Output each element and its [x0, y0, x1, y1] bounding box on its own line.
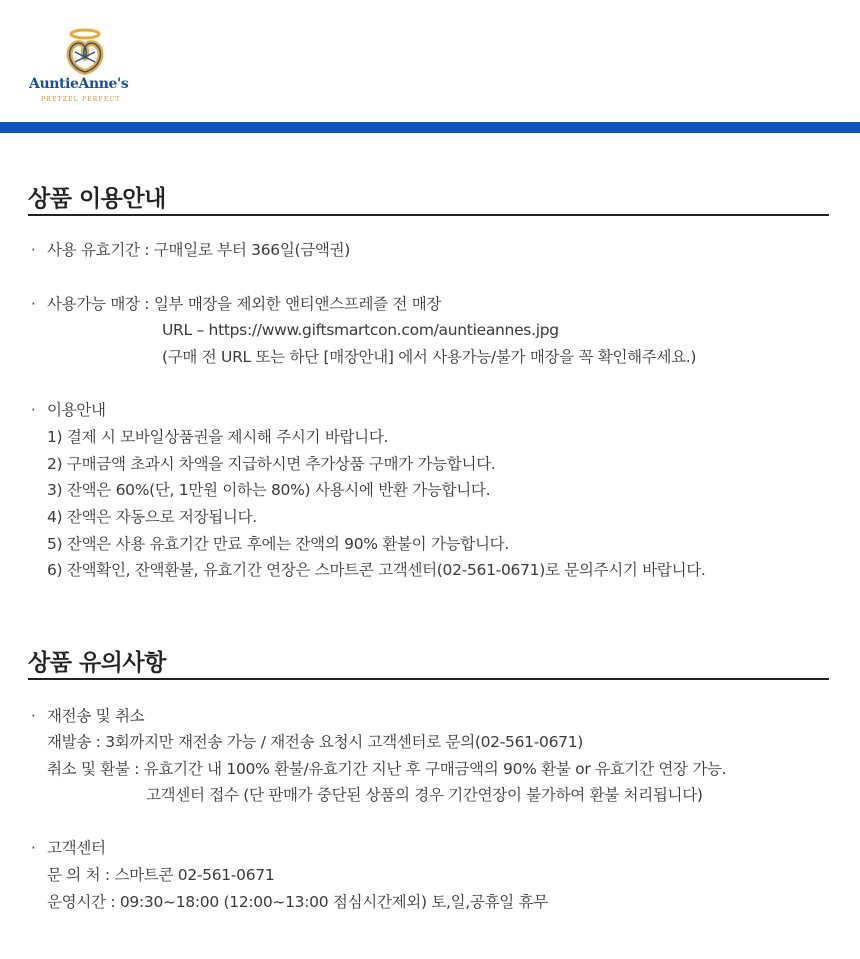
refund-note: 고객센터 접수 (단 판매가 중단된 상품의 경우 기간연장이 불가하여 환불 처리됩니다) — [146, 786, 703, 804]
brand-wordmark: AuntieAnne's — [29, 76, 129, 92]
accent-bar — [0, 122, 860, 133]
guide-item: 5) 잔액은 사용 유효기간 만료 후에는 잔액의 90% 환불이 가능합니다. — [47, 535, 509, 553]
pretzel-halo-icon — [29, 28, 147, 78]
usage-section-title: 상품 이용안내 — [28, 186, 166, 212]
cs-hours: 운영시간 : 09:30~18:00 (12:00~13:00 점심시간제외) 토,일,공휴일 휴무 — [47, 893, 548, 911]
stores-url: URL – https://www.giftsmartcon.com/auntieannes.jpg — [162, 321, 559, 339]
bullet-validity: · — [31, 241, 36, 259]
cs-title: 고객센터 — [47, 839, 106, 857]
validity-text: 사용 유효기간 : 구매일로 부터 366일(금액권) — [47, 241, 351, 259]
notice-divider — [28, 678, 829, 680]
bullet-guide: · — [31, 401, 36, 419]
cs-contact: 문 의 처 : 스마트콘 02-561-0671 — [47, 866, 275, 884]
header — [0, 0, 860, 122]
guide-item: 3) 잔액은 60%(단, 1만원 이하는 80%) 사용시에 반환 가능합니다. — [47, 481, 491, 499]
bullet-stores: · — [31, 295, 36, 313]
brand-tagline: PRETZEL PERFECT — [41, 96, 121, 103]
refund-text: 취소 및 환불 : 유효기간 내 100% 환불/유효기간 지난 후 구매금액의 90% 환불 or 유효기간 연장 가능. — [47, 760, 727, 778]
resend-title: 재전송 및 취소 — [47, 707, 145, 725]
stores-check-note: (구매 전 URL 또는 하단 [매장안내] 에서 사용가능/불가 매장을 꼭 확인해주세요.) — [162, 348, 697, 366]
guide-item: 6) 잔액확인, 잔액환불, 유효기간 연장은 스마트콘 고객센터(02-561-0671)로 문의주시기 바랍니다. — [47, 561, 706, 579]
notice-section-title: 상품 유의사항 — [28, 650, 166, 676]
bullet-cs: · — [31, 839, 36, 857]
usage-divider — [28, 214, 829, 216]
brand-logo — [29, 28, 147, 108]
guide-title: 이용안내 — [47, 401, 106, 419]
resend-text: 재발송 : 3회까지만 재전송 가능 / 재전송 요청시 고객센터로 문의(02-561-0671) — [47, 733, 584, 751]
guide-item: 2) 구매금액 초과시 차액을 지급하시면 추가상품 구매가 가능합니다. — [47, 455, 496, 473]
bullet-resend: · — [31, 707, 36, 725]
stores-text: 사용가능 매장 : 일부 매장을 제외한 앤티앤스프레즐 전 매장 — [47, 295, 442, 313]
guide-item: 1) 결제 시 모바일상품권을 제시해 주시기 바랍니다. — [47, 428, 389, 446]
guide-item: 4) 잔액은 자동으로 저장됩니다. — [47, 508, 257, 526]
